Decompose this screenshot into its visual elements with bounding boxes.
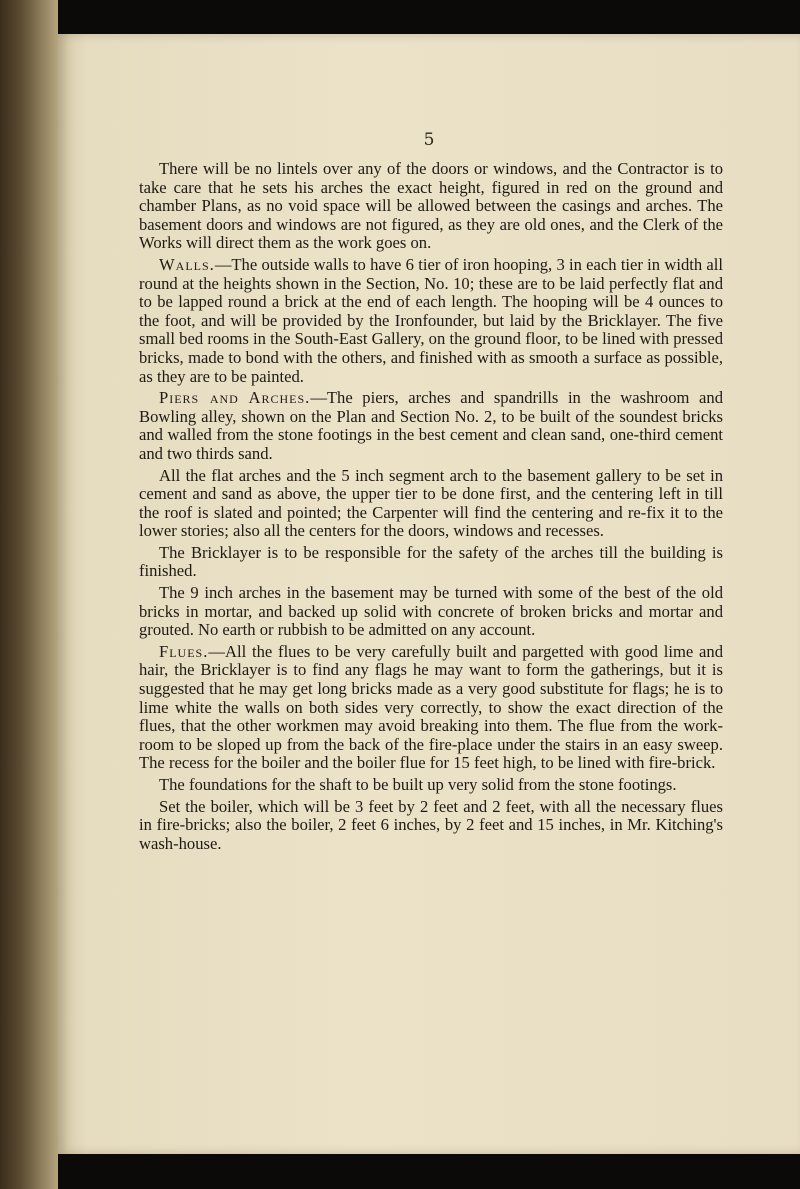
- section-heading: Walls.: [159, 254, 215, 274]
- paragraph: Flues.—All the flues to be very carefully built and pargetted with good lime and hair, the Bricklayer is to find any flags he may want to form the gatherings, but it is suggested that he may get long bricks made as a very good substitute for flags; he is to lime white the walls on both sides very correctly, to show the exact direction of the flues, that the other workmen may avoid breaking into them. The flue from the work-room to be sloped up from the back of the fire-place under the stairs in an easy sweep. The recess for the boiler and the boiler flue for 15 feet high, to be lined with fire-brick.: [139, 641, 723, 773]
- paragraph: Set the boiler, which will be 3 feet by 2 feet and 2 feet, with all the necessary flues in fire-bricks; also the boiler, 2 feet 6 inches, by 2 feet and 15 inches, in Mr. Kitching's wash-house.: [139, 796, 723, 853]
- paragraph: The Bricklayer is to be responsible for the safety of the arches till the building is finished.: [139, 542, 723, 581]
- paragraph: There will be no lintels over any of the doors or windows, and the Contractor is to take care that he sets his arches the exact height, figured in red on the ground and chamber Plans, as no void space will be allowed between the casings and arches. The basement doors and windows are not figured, as they are old ones, and the Clerk of the Works will direct them as the work goes on.: [139, 159, 723, 253]
- paragraph: The 9 inch arches in the basement may be turned with some of the best of the old bricks in mortar, and backed up solid with concrete of broken bricks and mortar and grouted. No earth or rubbish to be admitted on any account.: [139, 583, 723, 640]
- book-spine: [0, 0, 58, 1189]
- page-number: 5: [423, 130, 435, 150]
- paragraph: Piers and Arches.—The piers, arches and spandrills in the washroom and Bowling alley, shown on the Plan and Section No. 2, to be built of the soundest bricks and walled from the stone footings in the best cement and clean sand, one-third cement and two thirds sand.: [139, 388, 723, 463]
- body-text: [139, 160, 723, 856]
- paragraph: Walls.—The outside walls to have 6 tier of iron hooping, 3 in each tier in width all round at the heights shown in the Section, No. 10; these are to be laid perfectly flat and to be lapped round a brick at the end of each length. The hooping will be 4 ounces to the foot, and will be provided by the Ironfounder, but laid by the Bricklayer. The five small bed rooms in the South-East Gallery, on the ground floor, to be lined with pressed bricks, made to bond with the others, and finished with as smooth a surface as possible, as they are to be painted.: [139, 254, 723, 386]
- section-heading: Flues.: [159, 641, 209, 661]
- paragraph: All the flat arches and the 5 inch segment arch to the basement gallery to be set in cement and sand as above, the upper tier to be done first, and the centering left in till the roof is slated and pointed; the Carpenter will find the centering and re-fix it to the lower stories; also all the centers for the doors, windows and recesses.: [139, 465, 723, 541]
- paragraph: The foundations for the shaft to be built up very solid from the stone footings.: [159, 775, 677, 794]
- section-heading: Piers and Arches.: [159, 388, 311, 408]
- book-page: [58, 34, 800, 1154]
